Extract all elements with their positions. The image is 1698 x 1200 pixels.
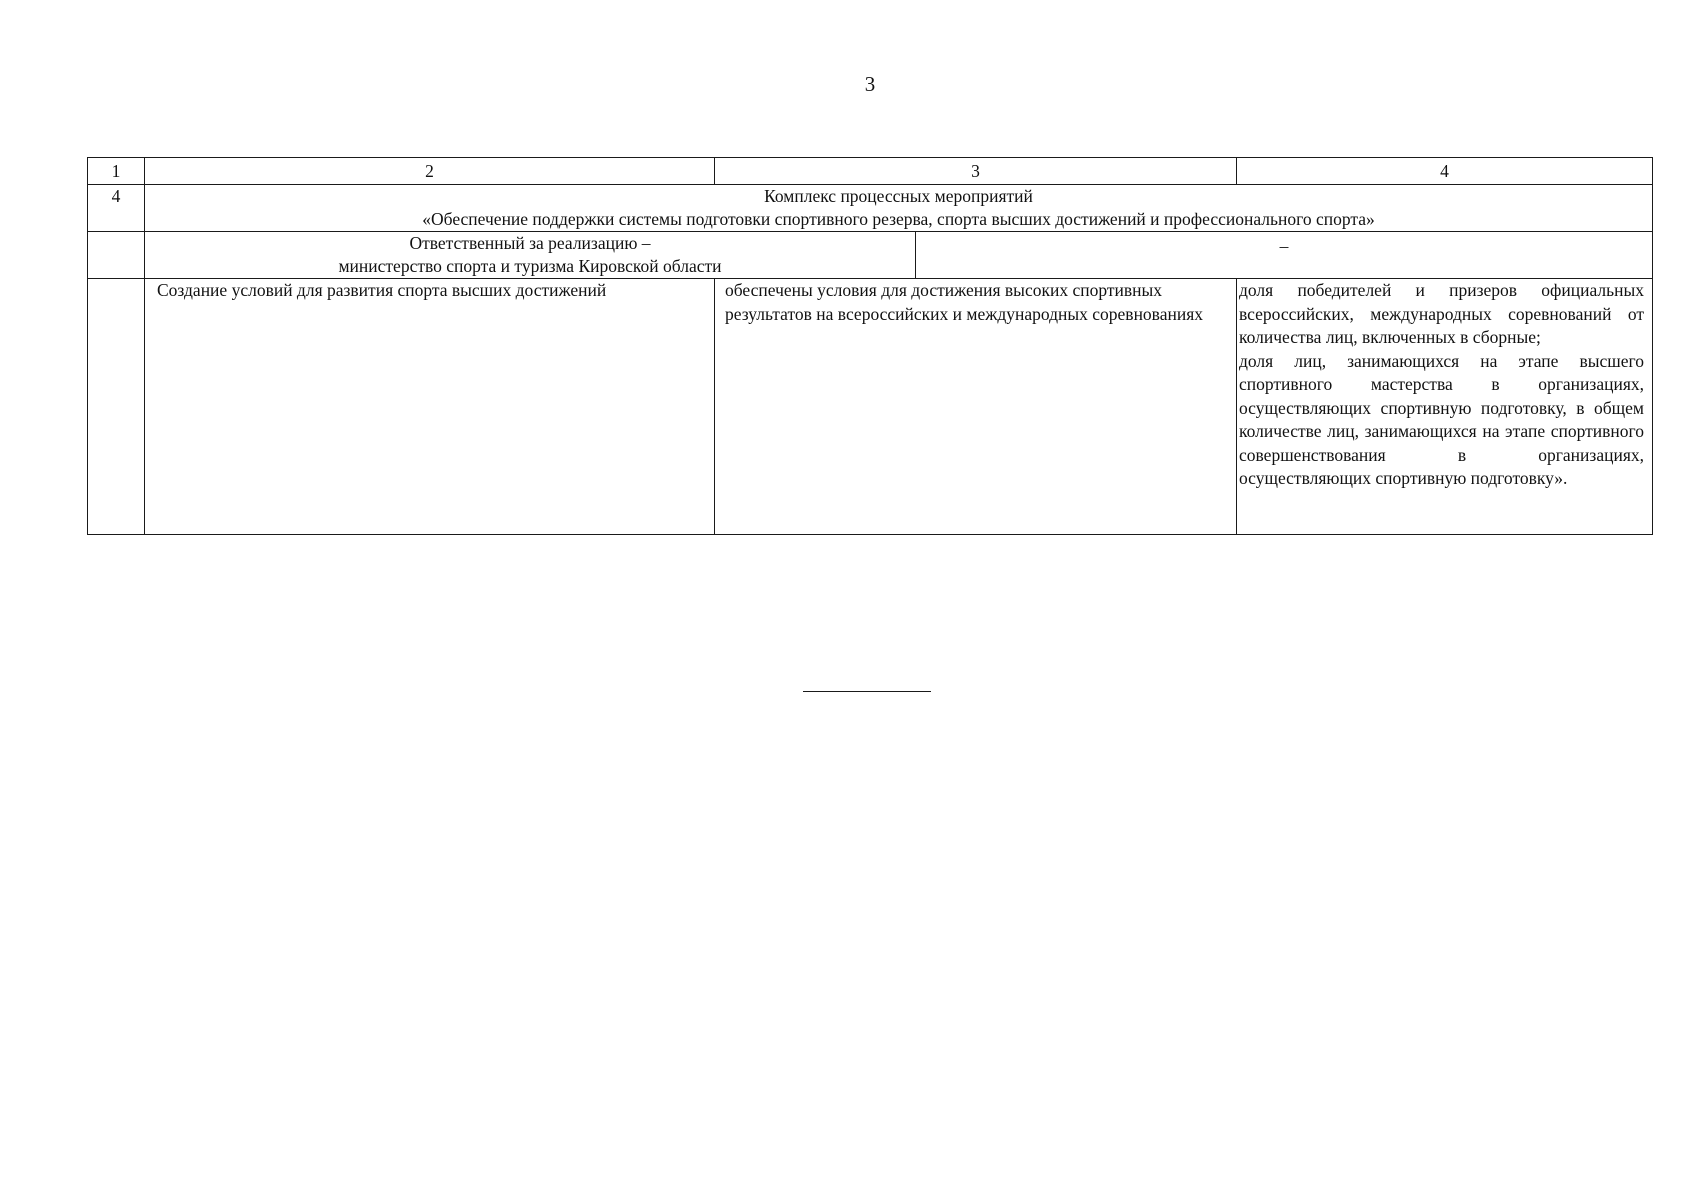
indicator-2: доля лиц, занимающихся на этапе высшего спортивного мастерства в организациях, осуществляющих спортивную подготовку, в общем количестве лиц, занимающихся на этапе спортивного совершенствования в организациях, осуществляющих спортивную подготовку». (1239, 350, 1644, 488)
row-indicators (1237, 279, 1653, 535)
row-task: Создание условий для развития спорта высших достижений (145, 279, 715, 535)
header-cell-4: 4 (1237, 158, 1653, 185)
measures-table (87, 157, 1653, 535)
table-row (88, 279, 1653, 535)
section-title-line-2: «Обеспечение поддержки системы подготовки спортивного резерва, спорта высших достижений и профессионального спорта» (422, 209, 1375, 229)
responsible-value: – (1279, 236, 1289, 256)
responsible-cell (145, 232, 1653, 279)
responsible-line-1: Ответственный за реализацию – (409, 233, 651, 253)
section-title-line-1: Комплекс процессных мероприятий (764, 186, 1033, 206)
row-result: обеспечены условия для достижения высоких спортивных результатов на всероссийских и международных соревнованиях (715, 279, 1237, 535)
table-header-row (88, 158, 1653, 185)
responsible-line-2: министерство спорта и туризма Кировской области (338, 256, 722, 276)
indicator-1: доля победителей и призеров официальных всероссийских, международных соревнований от количества лиц, включенных в сборные; (1239, 280, 1644, 347)
page-number: 3 (864, 72, 876, 96)
section-title-cell (145, 185, 1653, 232)
responsible-row (88, 232, 1653, 279)
row-number (88, 279, 145, 535)
header-cell-1: 1 (88, 158, 145, 185)
header-cell-2: 2 (145, 158, 715, 185)
responsible-number-cell (88, 232, 145, 279)
end-divider (803, 691, 931, 692)
section-row (88, 185, 1653, 232)
responsible-label (145, 232, 916, 278)
header-cell-3: 3 (715, 158, 1237, 185)
section-number: 4 (88, 185, 145, 232)
